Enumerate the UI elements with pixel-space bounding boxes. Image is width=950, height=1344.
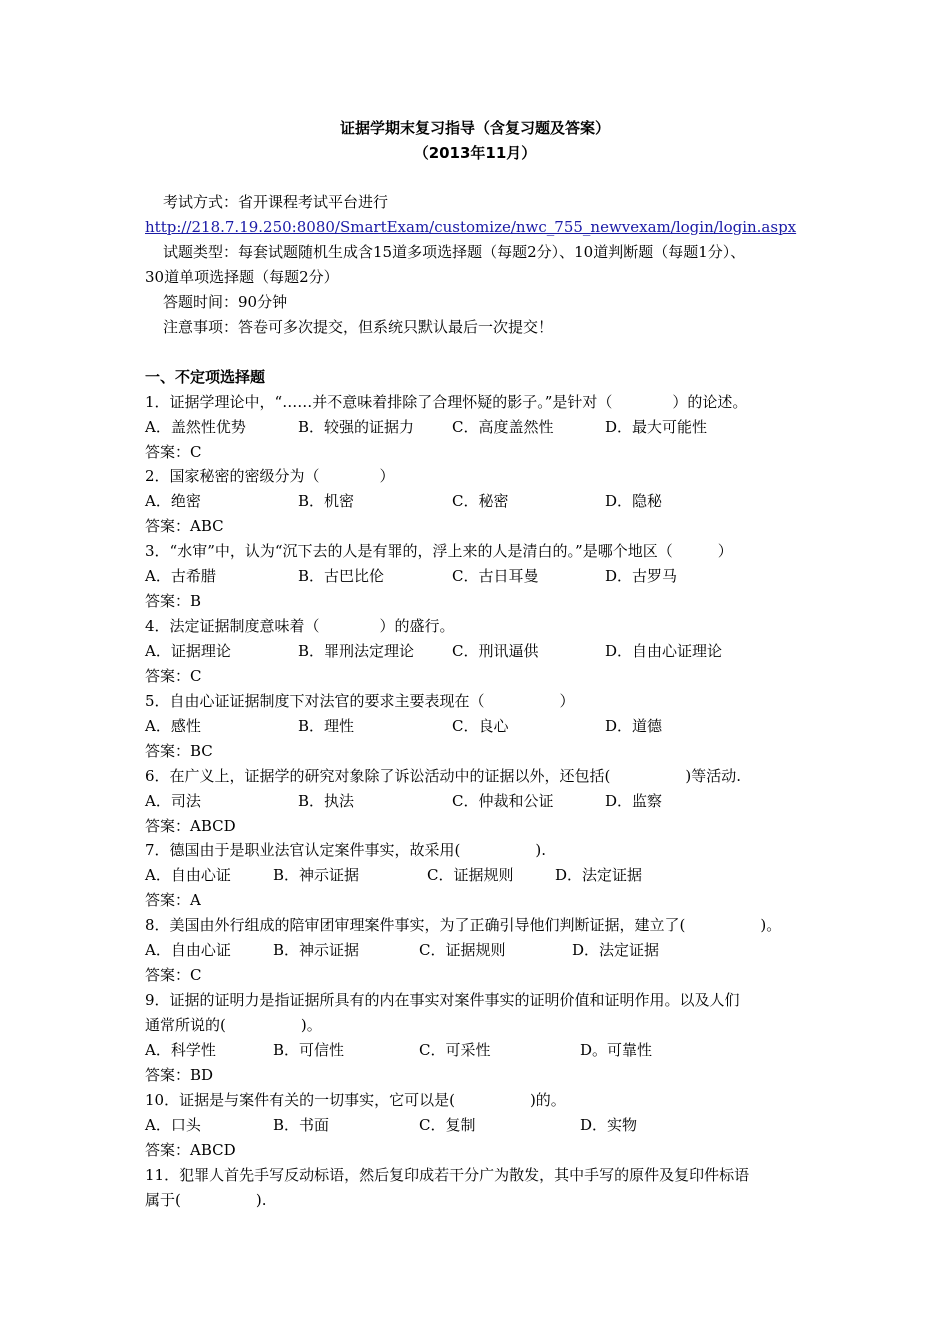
option-c: C．证据规则: [419, 941, 506, 959]
answer: 答案：A: [145, 891, 201, 909]
option-c: C．证据规则: [427, 866, 514, 884]
option-d: D．监察: [605, 792, 663, 810]
question-text: 4．法定证据制度意味着（ ）的盛行。: [145, 617, 455, 635]
option-c: C．古日耳曼: [452, 567, 539, 585]
question-text: 11．犯罪人首先手写反动标语，然后复印成若干分广为散发，其中手写的原件及复印件标语: [145, 1166, 750, 1184]
option-d: D．自由心证理论: [605, 642, 723, 660]
option-a: A．口头: [145, 1116, 201, 1134]
answer: 答案：B: [145, 592, 202, 610]
question-text: 7．德国由于是职业法官认定案件事实，故采用( ).: [145, 841, 547, 859]
question-text: 2．国家秘密的密级分为（ ）: [145, 467, 395, 485]
option-d: D．实物: [580, 1116, 638, 1134]
answer: 答案：BC: [145, 742, 213, 760]
question-text-cont: 通常所说的( )。: [145, 1016, 322, 1034]
option-b: B．神示证据: [273, 866, 360, 884]
question-text: 6．在广义上，证据学的研究对象除了诉讼活动中的证据以外，还包括( )等活动.: [145, 767, 742, 785]
answer: 答案：ABCD: [145, 817, 236, 835]
option-a: A．盖然性优势: [145, 418, 246, 436]
option-b: B．神示证据: [273, 941, 360, 959]
notice: 注意事项：答卷可多次提交，但系统只默认最后一次提交！: [163, 318, 554, 336]
option-b: B．书面: [273, 1116, 330, 1134]
option-d: D．最大可能性: [605, 418, 708, 436]
option-b: B．可信性: [273, 1041, 345, 1059]
option-c: C．仲裁和公证: [452, 792, 554, 810]
option-a: A．古希腊: [145, 567, 216, 585]
option-a: A．司法: [145, 792, 201, 810]
question-text: 3．“水审”中，认为“沉下去的人是有罪的，浮上来的人是清白的。”是哪个地区（ ）: [145, 542, 733, 560]
option-b: B．执法: [298, 792, 355, 810]
exam-url-link[interactable]: http://218.7.19.250:8080/SmartExam/customize/nwc_755_newvexam/login/login.aspx: [145, 218, 797, 236]
question-text: 1．证据学理论中，“……并不意味着排除了合理怀疑的影子。”是针对（ ）的论述。: [145, 393, 748, 411]
option-c: C．良心: [452, 717, 509, 735]
option-b: B．古巴比伦: [298, 567, 385, 585]
option-d: D．道德: [605, 717, 663, 735]
option-a: A．证据理论: [145, 642, 231, 660]
section-title: 一、不定项选择题: [145, 368, 266, 386]
answer: 答案：ABC: [145, 517, 224, 535]
answer: 答案：C: [145, 667, 202, 685]
option-c: C．高度盖然性: [452, 418, 554, 436]
question-text: 9．证据的证明力是指证据所具有的内在事实对案件事实的证明价值和证明作用。以及人们: [145, 991, 740, 1009]
answer: 答案：C: [145, 443, 202, 461]
option-d: D．隐秘: [605, 492, 663, 510]
answer-time: 答题时间：90分钟: [163, 293, 288, 311]
option-d: D。可靠性: [580, 1041, 653, 1059]
option-d: D．法定证据: [555, 866, 643, 884]
question-text: 5．自由心证证据制度下对法官的要求主要表现在（ ）: [145, 692, 575, 710]
answer: 答案：BD: [145, 1066, 214, 1084]
option-d: D．古罗马: [605, 567, 678, 585]
option-b: B．罪刑法定理论: [298, 642, 415, 660]
option-c: C．复制: [419, 1116, 476, 1134]
option-c: C．刑讯逼供: [452, 642, 539, 660]
option-c: C．可采性: [419, 1041, 491, 1059]
document-subtitle: （2013年11月）: [413, 144, 537, 162]
option-a: A．自由心证: [145, 866, 231, 884]
question-types: 试题类型：每套试题随机生成含15道多项选择题（每题2分）、10道判断题（每题1分）、: [163, 243, 746, 261]
question-text-cont: 属于( ).: [145, 1191, 267, 1209]
option-a: A．自由心证: [145, 941, 231, 959]
question-text: 10．证据是与案件有关的一切事实，它可以是( )的。: [145, 1091, 566, 1109]
answer: 答案：C: [145, 966, 202, 984]
option-b: B．较强的证据力: [298, 418, 415, 436]
option-a: A．感性: [145, 717, 201, 735]
option-c: C．秘密: [452, 492, 509, 510]
question-types-cont: 30道单项选择题（每题2分）: [145, 268, 339, 286]
option-d: D．法定证据: [572, 941, 660, 959]
exam-method: 考试方式：省开课程考试平台进行: [163, 193, 389, 211]
option-b: B．理性: [298, 717, 355, 735]
answer: 答案：ABCD: [145, 1141, 236, 1159]
option-a: A．科学性: [145, 1041, 216, 1059]
question-text: 8．美国由外行组成的陪审团审理案件事实，为了正确引导他们判断证据，建立了( )。: [145, 916, 782, 934]
document-title: 证据学期末复习指导（含复习题及答案）: [339, 119, 610, 137]
option-a: A．绝密: [145, 492, 201, 510]
option-b: B．机密: [298, 492, 355, 510]
